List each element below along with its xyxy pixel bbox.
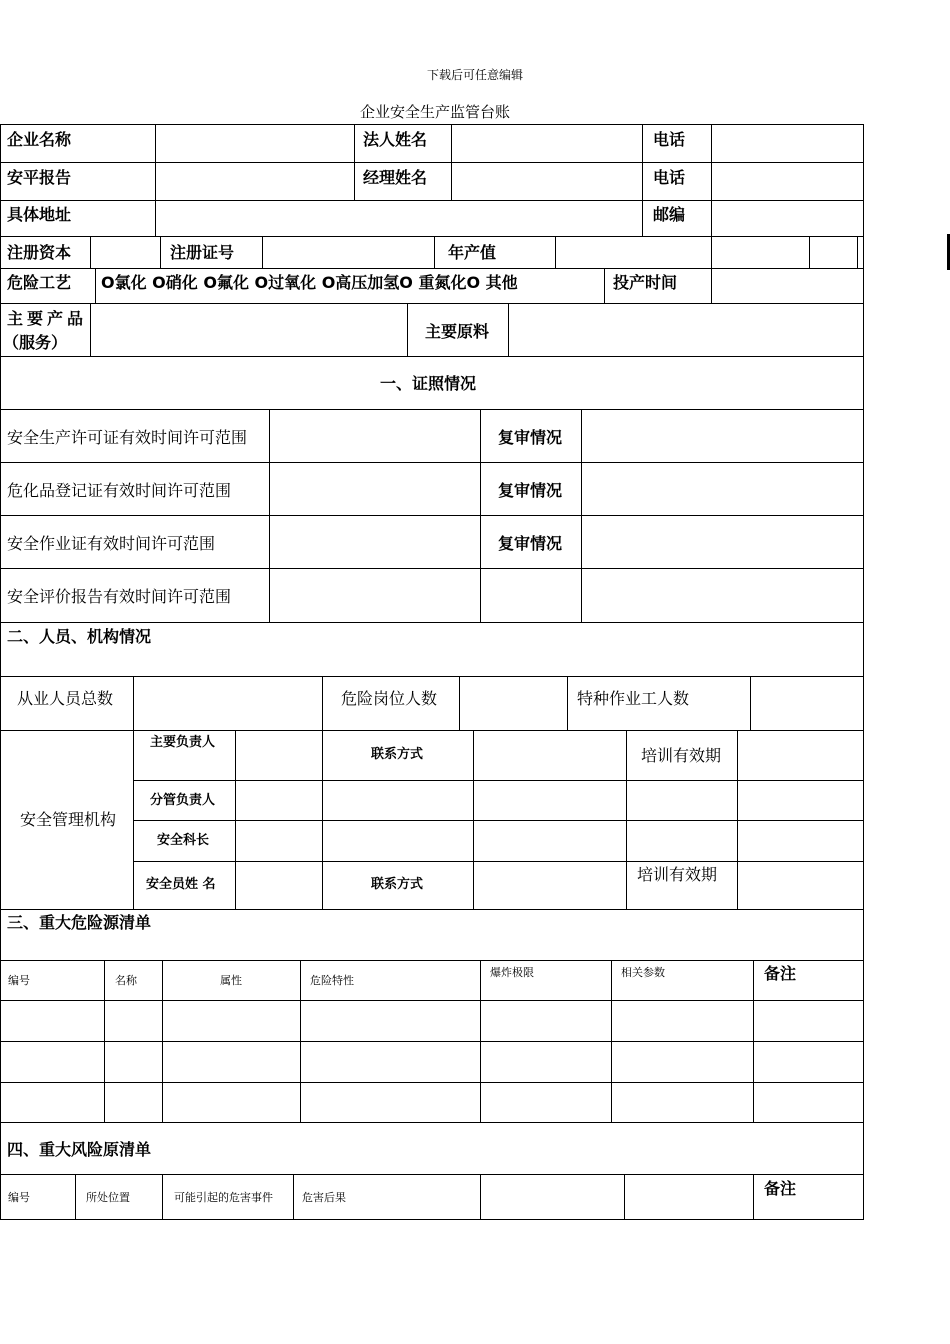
label-hazard-post-count: 危险岗位人数 bbox=[341, 689, 438, 708]
grid-line bbox=[434, 236, 435, 268]
grid-line bbox=[567, 676, 568, 730]
grid-line bbox=[269, 409, 270, 622]
grid-line bbox=[0, 515, 864, 516]
grid-line bbox=[0, 1041, 864, 1042]
grid-line bbox=[459, 676, 460, 730]
col-header-attribute: 属性 bbox=[220, 974, 242, 987]
grid-line bbox=[162, 960, 163, 1122]
grid-line bbox=[480, 1174, 481, 1220]
grid-line bbox=[0, 960, 864, 961]
label-registered-capital: 注册资本 bbox=[7, 243, 72, 262]
section-1-title: 一、证照情况 bbox=[380, 374, 477, 393]
grid-line bbox=[133, 676, 134, 730]
grid-line bbox=[0, 676, 864, 677]
col-header-location: 所处位置 bbox=[86, 1191, 130, 1204]
label-hazard-process: 危险工艺 bbox=[7, 273, 72, 292]
grid-line bbox=[737, 730, 738, 909]
grid-line bbox=[0, 236, 864, 237]
label-special-workers: 特种作业工人数 bbox=[577, 689, 690, 708]
grid-line bbox=[0, 462, 864, 463]
grid-line bbox=[753, 960, 754, 1122]
grid-line bbox=[753, 1174, 754, 1220]
label-contact: 联系方式 bbox=[371, 747, 424, 762]
section-3-title: 三、重大危险源清单 bbox=[7, 913, 152, 932]
label-annual-output: 年产值 bbox=[448, 243, 497, 262]
grid-line bbox=[0, 303, 864, 304]
label-safety-officer: 安全员姓 名 bbox=[146, 877, 216, 892]
document-title: 企业安全生产监管台账 bbox=[359, 103, 510, 121]
grid-line bbox=[354, 124, 355, 200]
grid-line bbox=[611, 960, 612, 1122]
grid-line bbox=[162, 1174, 163, 1220]
section-2-title: 二、人员、机构情况 bbox=[7, 627, 152, 646]
col-header-no: 编号 bbox=[8, 974, 30, 987]
grid-line bbox=[480, 409, 481, 622]
col-header-remarks: 备注 bbox=[764, 964, 797, 983]
label-safety-chief: 安全科长 bbox=[157, 833, 210, 848]
grid-line bbox=[0, 730, 864, 731]
grid-line bbox=[134, 820, 864, 821]
grid-line bbox=[555, 236, 556, 268]
grid-line bbox=[480, 960, 481, 1122]
grid-line bbox=[75, 1174, 76, 1220]
grid-line bbox=[711, 268, 712, 303]
label-main-materials: 主要原料 bbox=[425, 322, 490, 341]
grid-line bbox=[750, 676, 751, 730]
grid-line bbox=[235, 730, 236, 909]
grid-line bbox=[581, 409, 582, 622]
grid-line bbox=[155, 124, 156, 236]
section-4-title: 四、重大风险原清单 bbox=[7, 1140, 152, 1159]
grid-line bbox=[0, 622, 864, 623]
col-header-explosion-limit: 爆炸极限 bbox=[490, 966, 534, 979]
grid-line bbox=[0, 909, 864, 910]
grid-line bbox=[711, 124, 712, 236]
grid-line bbox=[0, 124, 864, 125]
label-enterprise-name: 企业名称 bbox=[7, 130, 72, 149]
label-main-products: 主要产品 bbox=[7, 309, 88, 328]
col-header-possible-events: 可能引起的危害事件 bbox=[174, 1191, 273, 1204]
grid-line bbox=[809, 236, 810, 268]
grid-line bbox=[0, 1174, 864, 1175]
review-label: 复审情况 bbox=[498, 534, 563, 553]
label-training-valid-2: 培训有效期 bbox=[637, 865, 718, 884]
grid-line bbox=[0, 1082, 864, 1083]
hazard-process-options: O氯化 O硝化 O氟化 O过氧化 O高压加氢O 重氮化O 其他 bbox=[101, 273, 518, 292]
grid-line bbox=[0, 1000, 864, 1001]
cert-row-label: 安全评价报告有效时间许可范围 bbox=[7, 587, 232, 606]
label-commission-time: 投产时间 bbox=[613, 273, 678, 292]
grid-line bbox=[0, 356, 864, 357]
label-deputy: 分管负责人 bbox=[150, 793, 216, 808]
grid-line bbox=[95, 268, 96, 303]
grid-line bbox=[407, 303, 408, 356]
grid-line bbox=[90, 236, 91, 268]
col-header-consequences: 危害后果 bbox=[302, 1191, 346, 1204]
header-note: 下载后可任意编辑 bbox=[426, 68, 523, 82]
grid-line bbox=[134, 780, 864, 781]
grid-line bbox=[857, 236, 858, 268]
grid-line bbox=[0, 268, 864, 269]
grid-line bbox=[133, 730, 134, 909]
cert-row-label: 安全作业证有效时间许可范围 bbox=[7, 534, 216, 553]
label-principal: 主要负责人 bbox=[150, 735, 216, 750]
review-label: 复审情况 bbox=[498, 481, 563, 500]
grid-line bbox=[134, 861, 864, 862]
grid-line bbox=[300, 960, 301, 1122]
grid-line bbox=[451, 124, 452, 200]
label-training-valid: 培训有效期 bbox=[641, 746, 722, 765]
grid-line bbox=[0, 200, 864, 201]
label-phone: 电话 bbox=[653, 130, 686, 149]
label-safety-report: 安平报告 bbox=[7, 168, 72, 187]
label-safety-org: 安全管理机构 bbox=[20, 810, 117, 829]
cert-row-label: 安全生产许可证有效时间许可范围 bbox=[7, 428, 248, 447]
grid-line bbox=[473, 730, 474, 909]
grid-line bbox=[626, 730, 627, 909]
grid-line bbox=[322, 676, 323, 730]
grid-line bbox=[0, 162, 864, 163]
label-contact-2: 联系方式 bbox=[371, 877, 424, 892]
grid-line bbox=[90, 303, 91, 356]
col-header-no: 编号 bbox=[8, 1191, 30, 1204]
label-manager-name: 经理姓名 bbox=[363, 168, 428, 187]
grid-line bbox=[624, 1174, 625, 1220]
label-total-staff: 从业人员总数 bbox=[17, 689, 114, 708]
label-phone-2: 电话 bbox=[653, 168, 686, 187]
col-header-related-params: 相关参数 bbox=[621, 966, 665, 979]
grid-line bbox=[508, 303, 509, 356]
label-legal-person: 法人姓名 bbox=[363, 130, 428, 149]
label-postcode: 邮编 bbox=[653, 205, 686, 224]
grid-line bbox=[104, 960, 105, 1122]
cert-row-label: 危化品登记证有效时间许可范围 bbox=[7, 481, 232, 500]
grid-line bbox=[322, 730, 323, 909]
label-registration-no: 注册证号 bbox=[170, 243, 235, 262]
label-main-products-service: （服务） bbox=[3, 333, 68, 352]
col-header-hazard-characteristics: 危险特性 bbox=[310, 974, 354, 987]
grid-line bbox=[0, 568, 864, 569]
label-address: 具体地址 bbox=[7, 205, 72, 224]
grid-line bbox=[293, 1174, 294, 1220]
grid-line bbox=[711, 236, 712, 268]
grid-line bbox=[642, 124, 643, 236]
grid-line bbox=[604, 268, 605, 303]
col-header-name: 名称 bbox=[115, 974, 137, 987]
grid-line bbox=[0, 409, 864, 410]
grid-line bbox=[0, 1122, 864, 1123]
col-header-remarks-2: 备注 bbox=[764, 1179, 797, 1198]
review-label: 复审情况 bbox=[498, 428, 563, 447]
grid-line bbox=[160, 236, 161, 268]
grid-line bbox=[262, 236, 263, 268]
